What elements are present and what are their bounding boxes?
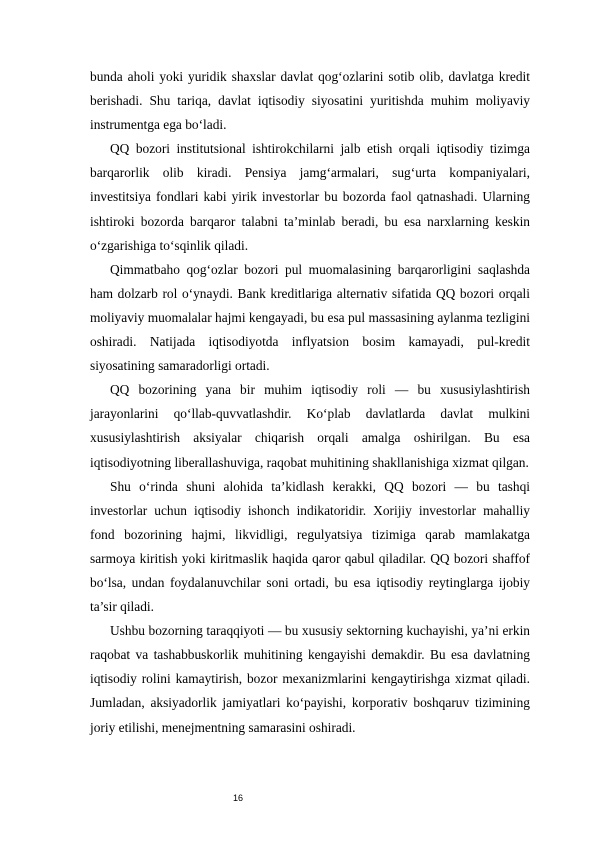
paragraph-institutional-investors: QQ bozori institutsional ishtirokchilarni jalb etish orqali iqtisodiy tizimga barqarorlik olib kiradi. Pensiya jamg‘armalari, sug‘urta kompaniyalari, investitsiya fondlari kabi yirik investorlar bu bozorda faol qatnashadi. Ularning ishtiroki bozorda barqaror talabni ta’minlab beradi, bu esa narxlarning keskin o‘zgarishiga to‘sqinlik qiladi.: [90, 141, 530, 253]
paragraph-foreign-investors: Shu o‘rinda shuni alohida ta’kidlash kerakki, QQ bozori — bu tashqi investorlar uchun iqtisodiy ishonch indikatoridir. Xorijiy investorlar mahalliy fond bozorining hajmi, likvidligi, regulyatsiya tizimiga qarab mamlakatga sarmoya kiritish yoki kiritmaslik haqida qaror qabul qiladilar. QQ bozori shaffof bo‘lsa, undan foydalanuvchilar soni ortadi, bu esa iqtisodiy reytinglarga ijobiy ta’sir qiladi.: [90, 478, 530, 615]
paragraph-money-circulation: Qimmatbaho qog‘ozlar bozori pul muomalasining barqarorligini saqlashda ham dolzarb rol o‘ynaydi. Bank kreditlariga alternativ sifatida QQ bozori orqali moliyaviy muomalalar hajmi kengayadi, bu esa pul massasining aylanma tezligini oshiradi. Natijada iqtisodiyotda inflyatsion bosim kamayadi, pul-kredit siyosatining samaradorligi ortadi.: [90, 261, 530, 374]
paragraph-privatization: QQ bozorining yana bir muhim iqtisodiy roli — bu xususiylashtirish jarayonlarini qo‘llab-quvvatlashdir. Ko‘plab davlatlarda davlat mulkini xususiylashtirish aksiyalar chiqarish orqali amalga oshirilgan. Bu esa iqtisodiyotning liberallashuviga, raqobat muhitining shakllanishiga xizmat qilgan.: [90, 382, 530, 470]
paragraph-private-sector: Ushbu bozorning taraqqiyoti — bu xususiy sektorning kuchayishi, ya’ni erkin raqobat va tashabbuskorlik muhitining kengayishi demakdir. Bu esa davlatning iqtisodiy rolini kamaytirish, bozor mexanizmlarini kengaytirishga xizmat qiladi. Jumladan, aksiyadorlik jamiyatlari ko‘payishi, korporativ boshqaruv tizimining joriy etilishi, menejmentning samarasini oshiradi.: [90, 623, 530, 735]
paragraph-continuation: bunda aholi yoki yuridik shaxslar davlat qog‘ozlarini sotib olib, davlatga kredit berishadi. Shu tariqa, davlat iqtisodiy siyosatini yuritishda muhim moliyaviy instrumentga ega bo‘ladi.: [90, 69, 530, 133]
document-body: [90, 65, 530, 740]
page-number: 16: [233, 793, 244, 803]
